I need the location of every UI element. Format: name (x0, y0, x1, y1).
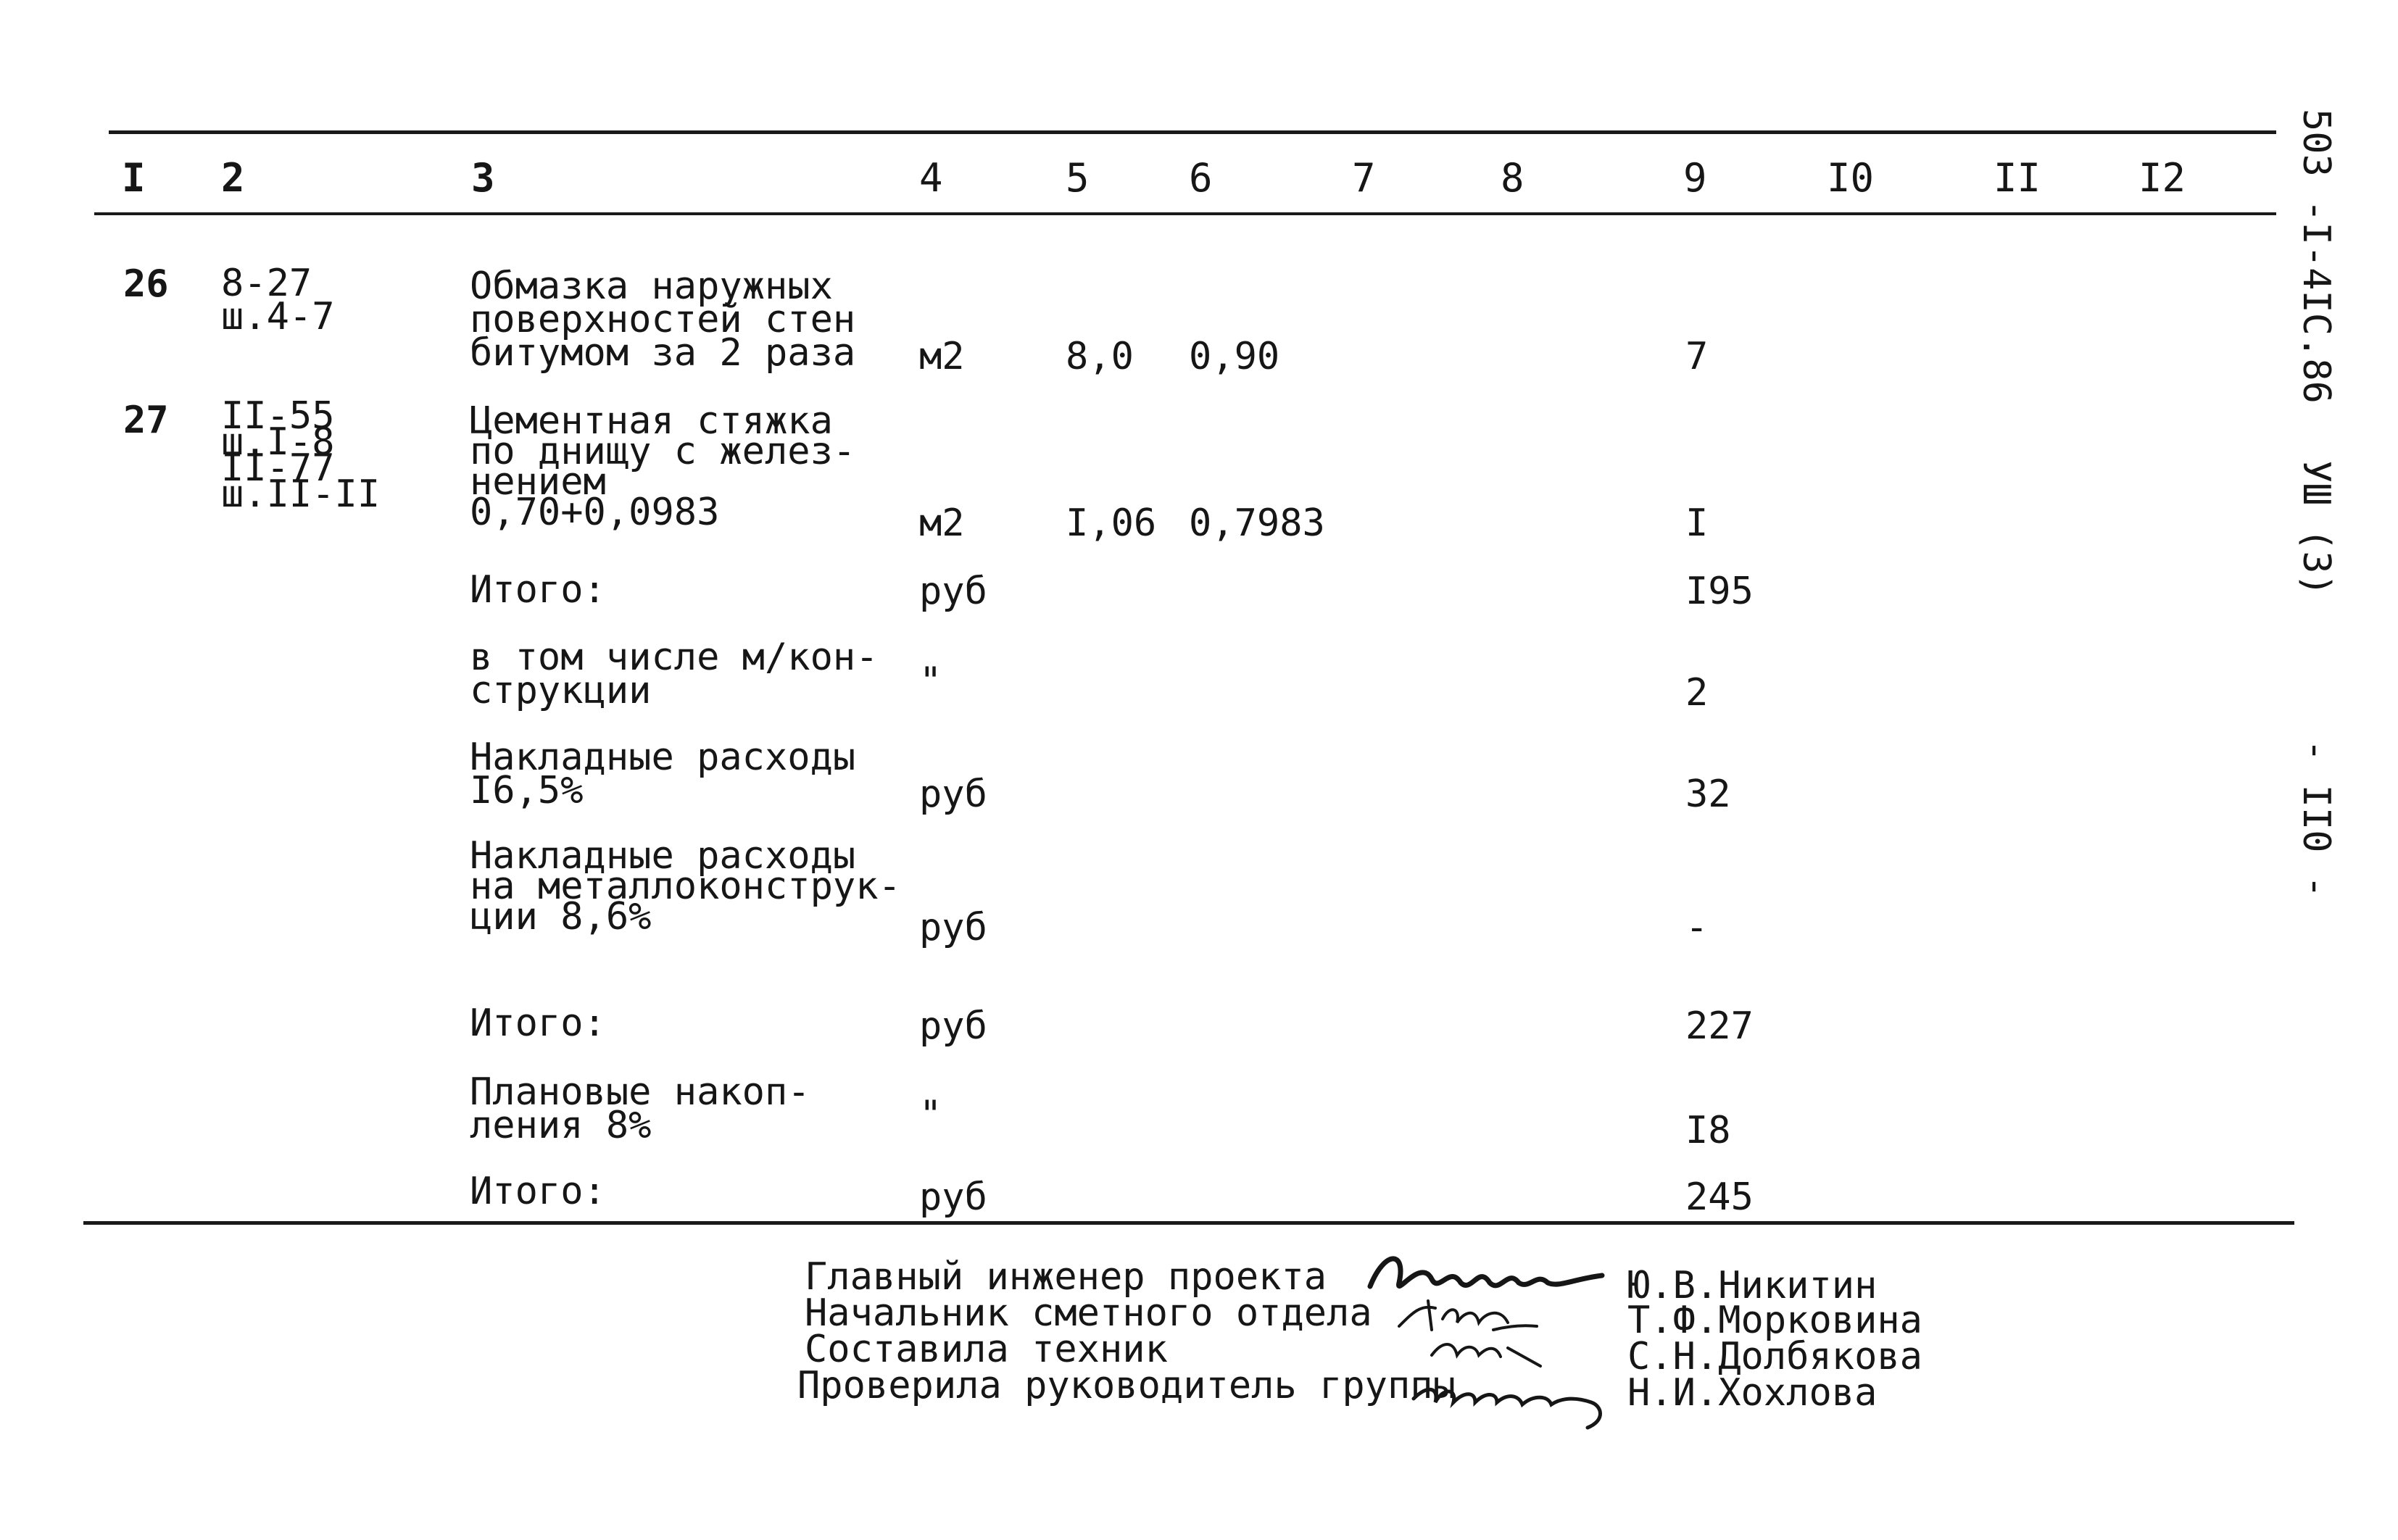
row-26-c6: 0,90 (1189, 335, 1280, 378)
planned-savings-unit: " (919, 1093, 942, 1136)
total-2-unit: руб (919, 1004, 987, 1048)
row-26-c5: 8,0 (1066, 335, 1134, 378)
col-header-6: 6 (1189, 155, 1213, 201)
sign-name-dolbyakova: С.Н.Долбякова (1627, 1335, 1922, 1378)
row-26-ref: 8-27 ш.4-7 (221, 262, 335, 338)
side-section: УШ (3) (2294, 460, 2338, 596)
overhead-metal-unit: руб (919, 906, 987, 949)
row-26-unit: м2 (919, 335, 965, 378)
sign-name-morkovina: Т.Ф.Морковина (1627, 1299, 1922, 1342)
sign-role-group-lead: Проверила руководитель группы (797, 1364, 1456, 1407)
row-26-num: 26 (123, 262, 169, 306)
col-header-8: 8 (1501, 155, 1524, 201)
total-1-label: Итого: (470, 568, 606, 612)
table-bottom-rule (83, 1221, 2294, 1225)
col-header-10: I0 (1827, 155, 1875, 201)
row-26-c9: 7 (1685, 335, 1709, 378)
planned-savings-value: I8 (1685, 1109, 1731, 1152)
total-3-value: 245 (1685, 1175, 1754, 1219)
col-header-1: I (122, 155, 146, 201)
sign-role-technician: Составила техник (805, 1328, 1168, 1371)
col-header-7: 7 (1352, 155, 1376, 201)
total-2-label: Итого: (470, 1002, 606, 1045)
total-2-value: 227 (1685, 1004, 1754, 1048)
row-27-c5: I,06 (1066, 501, 1157, 545)
col-header-2: 2 (221, 155, 245, 201)
overhead-metal-label: Накладные расходы на металлоконструк- ции 8,6% (470, 834, 901, 938)
sign-role-estimate-head: Начальник сметного отдела (805, 1291, 1372, 1335)
overhead-unit: руб (919, 773, 987, 816)
overhead-value: 32 (1685, 773, 1731, 816)
col-header-11: II (1994, 155, 2041, 201)
col-header-4: 4 (919, 155, 943, 201)
col-header-9: 9 (1683, 155, 1707, 201)
row-27-c6: 0,7983 (1189, 501, 1325, 545)
side-page-number: - II0 - (2294, 739, 2338, 899)
row-27-num: 27 (123, 399, 169, 442)
incl-metal-unit: " (919, 659, 942, 703)
col-header-12: I2 (2138, 155, 2186, 201)
total-3-label: Итого: (470, 1170, 606, 1213)
total-1-value: I95 (1685, 570, 1754, 613)
overhead-metal-value: - (1685, 906, 1709, 949)
row-27-unit: м2 (919, 501, 965, 545)
total-1-unit: руб (919, 570, 987, 613)
row-26-desc: Обмазка наружных поверхностей стен битумом за 2 раза (470, 265, 856, 375)
incl-metal-value: 2 (1685, 671, 1709, 715)
planned-savings-label: Плановые накоп- ления 8% (470, 1070, 810, 1147)
total-3-unit: руб (919, 1175, 987, 1219)
sign-name-nikitin: Ю.В.Никитин (1627, 1264, 1878, 1307)
row-27-c9: I (1685, 501, 1709, 545)
row-27-desc: Цементная стяжка по днищу с желез- нением 0,70+0,0983 (470, 399, 856, 534)
col-header-5: 5 (1066, 155, 1090, 201)
col-header-3: 3 (471, 155, 495, 201)
incl-metal-label: в том числе м/кон- струкции (470, 636, 879, 712)
signature-group-lead (1406, 1362, 1624, 1435)
header-bottom-rule (94, 212, 2276, 215)
sign-role-chief-engineer: Главный инженер проекта (805, 1255, 1327, 1299)
overhead-label: Накладные расходы I6,5% (470, 736, 856, 812)
header-top-rule (109, 130, 2276, 134)
row-27-ref: II-55 ш.I-8 II-77 ш.II-II (221, 394, 381, 516)
sign-name-khokhlova: Н.И.Хохлова (1627, 1371, 1878, 1415)
side-doc-code: 503 -I-4IC.86 (2294, 109, 2338, 404)
